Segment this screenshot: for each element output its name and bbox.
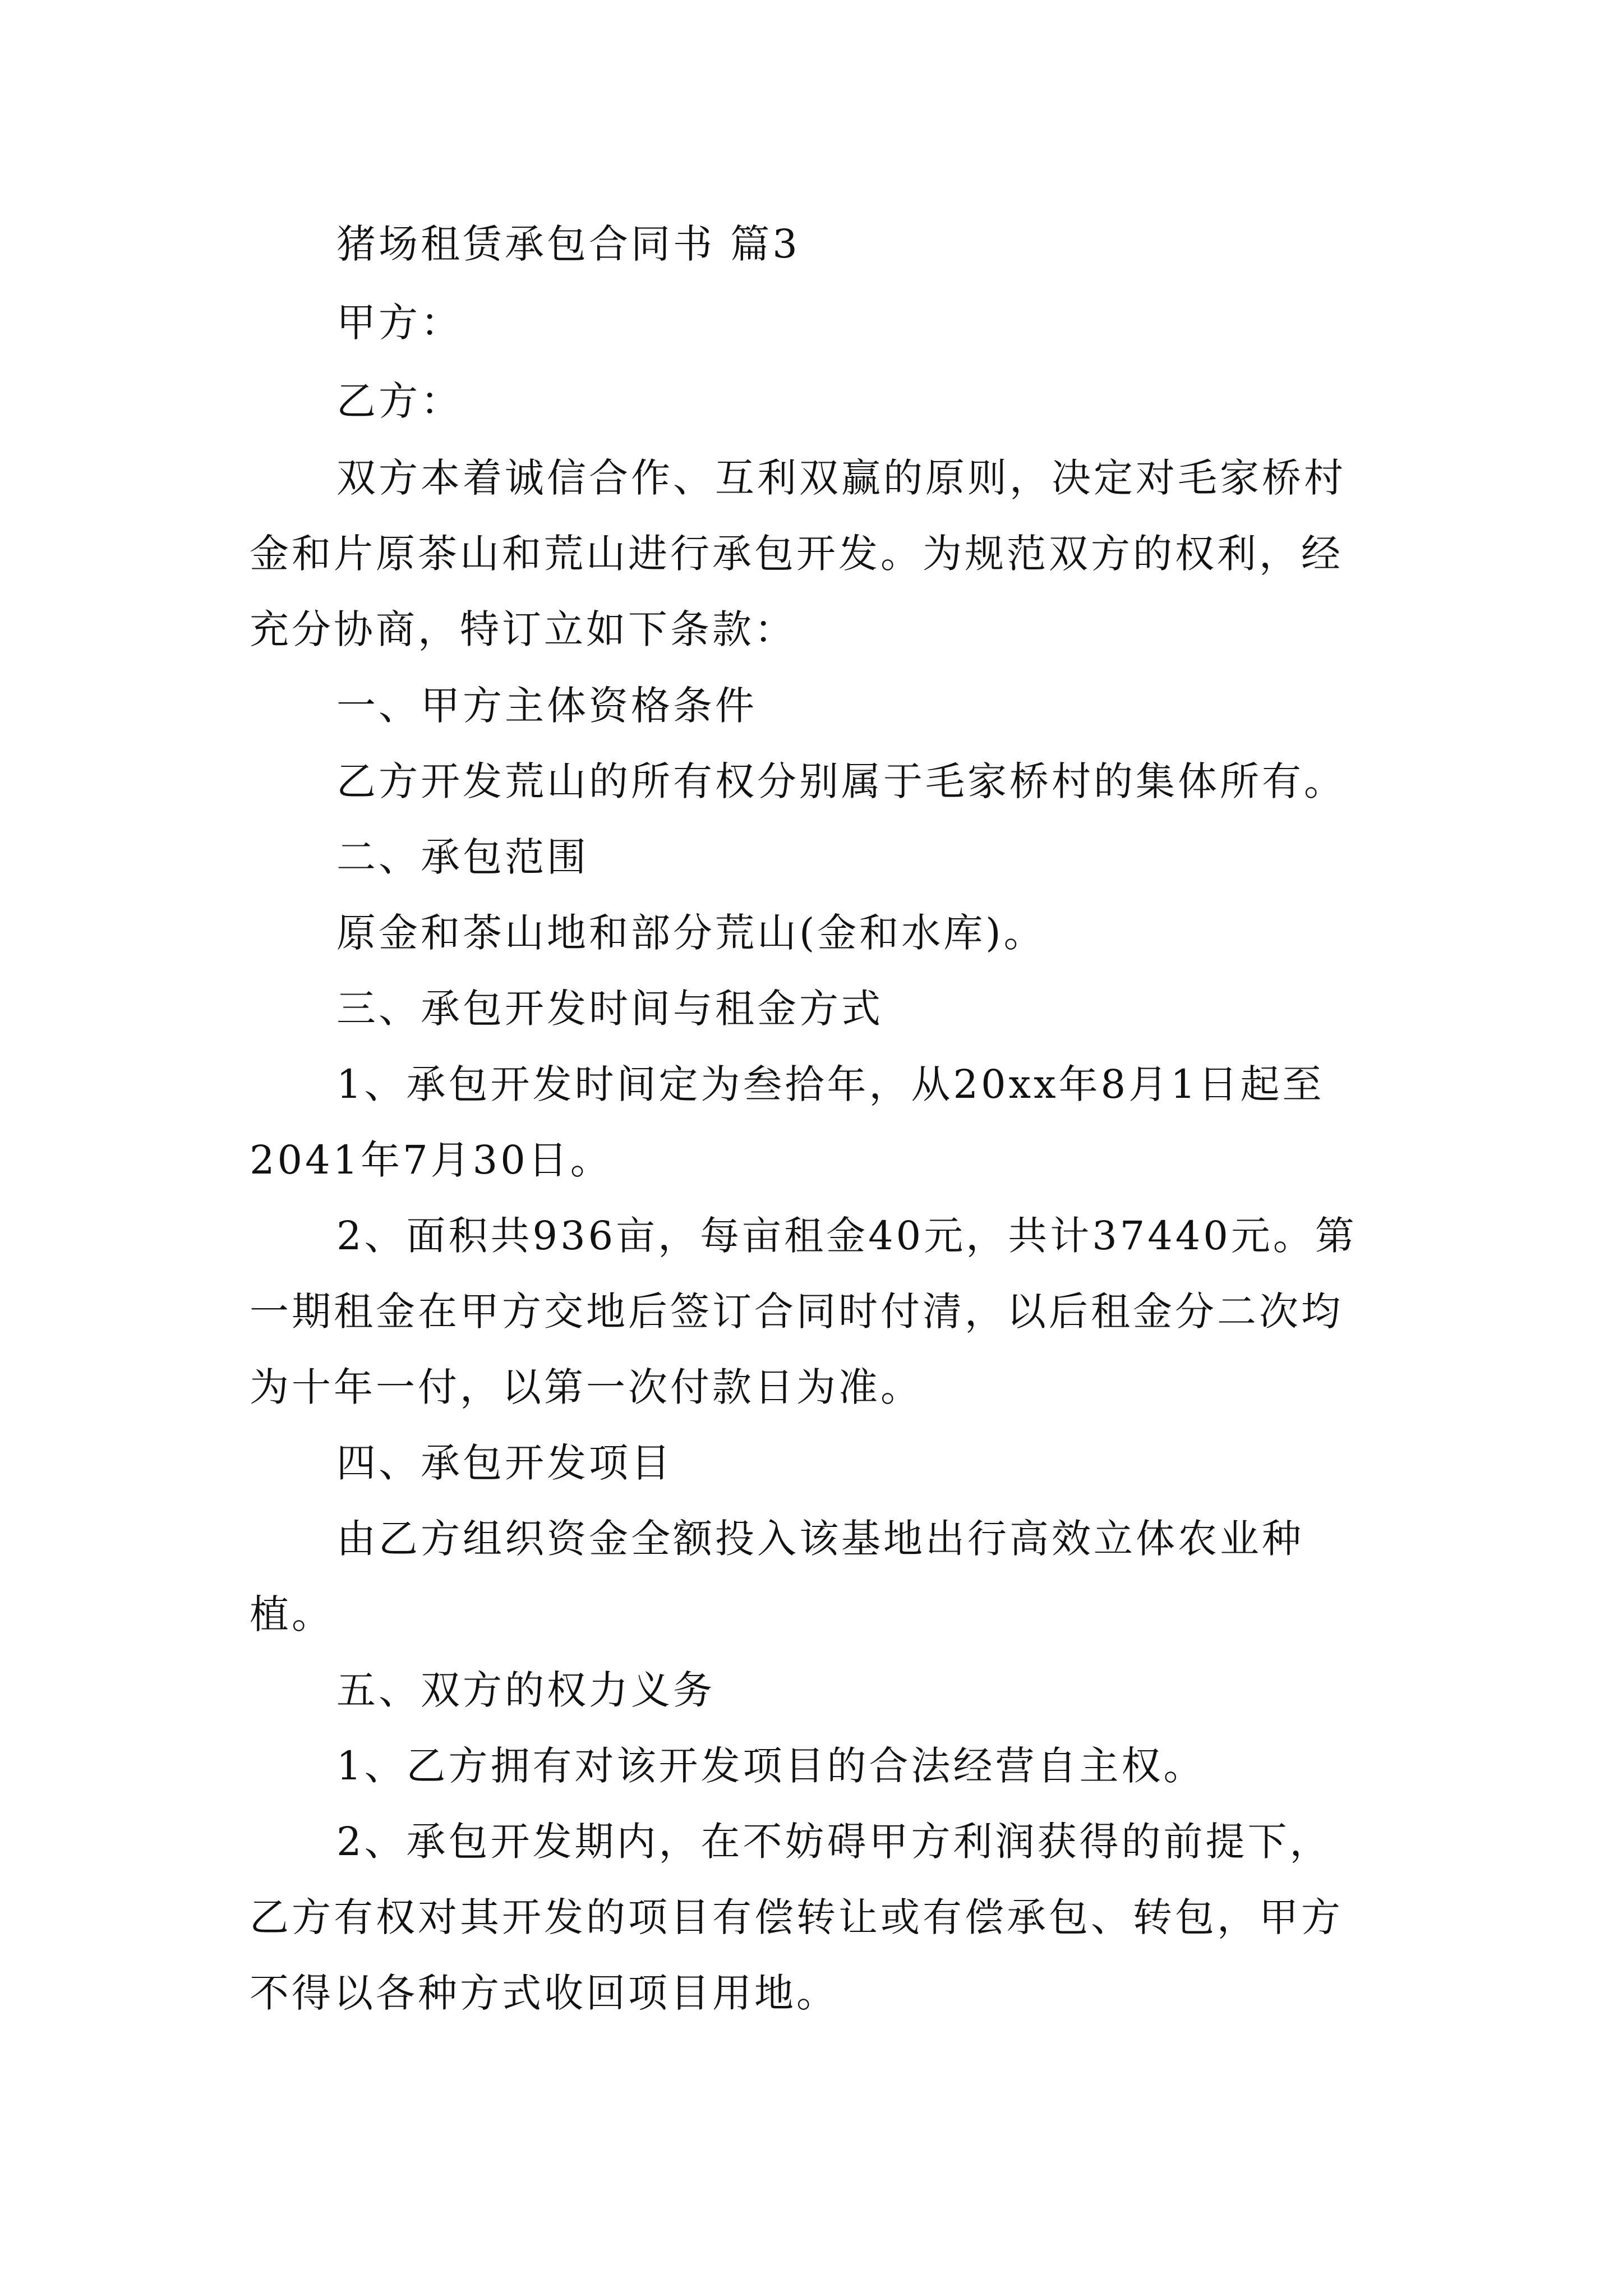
section-heading: 四、承包开发项目 xyxy=(336,1440,673,1486)
paragraph-line: 充分协商，特订立如下条款： xyxy=(250,606,796,652)
document-title: 猪场租赁承包合同书 篇3 xyxy=(336,221,800,267)
paragraph-line: 原金和茶山地和部分荒山(金和水库)。 xyxy=(336,910,1046,956)
party-b-line: 乙方： xyxy=(336,378,463,424)
paragraph-line: 不得以各种方式收回项目用地。 xyxy=(250,1970,838,2016)
paragraph-line: 1、乙方拥有对该开发项目的合法经营自主权。 xyxy=(336,1743,1206,1789)
paragraph-line: 为十年一付，以第一次付款日为准。 xyxy=(250,1364,923,1410)
section-heading: 二、承包范围 xyxy=(336,834,589,880)
paragraph-line: 双方本着诚信合作、互利双赢的原则，决定对毛家桥村 xyxy=(336,455,1346,501)
paragraph-line: 1、承包开发时间定为叁拾年，从20xx年8月1日起至 xyxy=(336,1061,1325,1107)
section-heading: 三、承包开发时间与租金方式 xyxy=(336,986,883,1032)
paragraph-line: 金和片原茶山和荒山进行承包开发。为规范双方的权利，经 xyxy=(250,531,1343,577)
party-a-line: 甲方： xyxy=(336,300,463,346)
section-heading: 五、双方的权力义务 xyxy=(336,1667,715,1713)
paragraph-line: 乙方开发荒山的所有权分别属于毛家桥村的集体所有。 xyxy=(336,758,1346,804)
paragraph-line: 一期租金在甲方交地后签订合同时付清，以后租金分二次均 xyxy=(250,1289,1343,1335)
paragraph-line: 2、面积共936亩，每亩租金40元，共计37440元。第 xyxy=(336,1213,1357,1259)
paragraph-line: 2041年7月30日。 xyxy=(250,1137,612,1183)
paragraph-line: 2、承包开发期内，在不妨碍甲方利润获得的前提下， xyxy=(336,1819,1332,1865)
paragraph-line: 植。 xyxy=(250,1591,334,1637)
section-heading: 一、甲方主体资格条件 xyxy=(336,683,757,729)
paragraph-line: 由乙方组织资金全额投入该基地出行高效立体农业种 xyxy=(336,1516,1304,1562)
paragraph-line: 乙方有权对其开发的项目有偿转让或有偿承包、转包，甲方 xyxy=(250,1894,1343,1940)
